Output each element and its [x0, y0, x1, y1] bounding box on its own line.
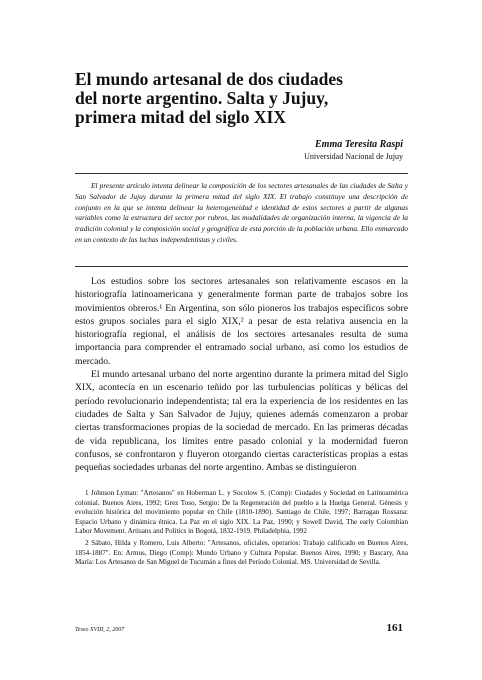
footnotes: [75, 489, 408, 570]
page-number: 161: [386, 622, 403, 634]
footnote-2: 2 Sábato, Hilda y Romero, Luis Alberto: "Artesanos, oficiales, operarios: Trabajo calificado en Buenos Aires, 1854-1887". En: Armus, Diego (Comp): Mundo Urbano y Cultura Popular. Buenos Aires, 1990; y Bascary, Ana María: Los Artesanos de San Miguel de Tucumán a fines del Período Colonial. MS. Universidad de Sevilla.: [75, 538, 408, 567]
journal-citation: Teseo XVIII, 2, 2007: [75, 627, 125, 633]
author-affiliation: Universidad Nacional de Jujuy: [304, 152, 403, 161]
footnote-1: 1 Johnson Lyman: "Artesanos" en Hoberman L. y Socolow S. (Comp): Ciudades y Sociedad en Latinoamérica colonial. Buenos Aires, 1992; Grez Toso, Sergio: De la Regeneración del pueblo a la Huelga General. Génesis y evolución histórica del movimiento popular en Chile (1810-1890). Santiago de Chile, 1997; Barragan Rossana: Espacio Urbano y dinámica étnica. La Paz en el siglo XIX. La Paz, 1990; y Sowell David, The early Colombian Labor Movement. Artisans and Politics in Bogotá, 1832-1919. Philadelphia, 1992: [75, 489, 408, 536]
body-paragraph-2: El mundo artesanal urbano del norte argentino durante la primera mitad del Siglo XIX, acontecía en un escenario teñido por las turbulencias políticas y bélicas del período revolucionario independentista; tal era la experiencia de los residentes en las ciudades de Salta y San Salvador de Jujuy, quienes además comenzaron a probar ciertas transformaciones propias de la sociedad de mercado. En las primeras décadas de vida republicana, los límites entre pasado colonial y la modernidad fueron confusos, se confrontaron y fluyeron otorgando ciertas características propias a estas pequeñas sociedades urbanas del norte argentino. Ambas se distinguieron: [75, 369, 408, 474]
abstract-bottom-rule: [75, 266, 408, 267]
title-line-1: El mundo artesanal de dos ciudades: [75, 69, 343, 89]
title-line-3: primera mitad del siglo XIX: [75, 107, 286, 127]
article-title: [75, 70, 415, 127]
abstract: El presente artículo intenta delinear la composición de los sectores artesanales de las ciudades de Salta y San Salvador de Jujuy durante la primera mitad del siglo XIX. El trabajo constituye una descripción de conjunto en la que se intenta delinear la heterogeneidad e identidad de estos sectores a partir de algunas variables como la estructura del sector por rubros, las modalidades de organización interna, la vigencia de la tradición colonial y la composición social y geográfica de esta porción de la población urbana. Ello enmarcado en un contexto de las luchas independentistas y civiles.: [75, 181, 408, 244]
body-paragraph-1: Los estudios sobre los sectores artesanales son relativamente escasos en la historiografía latinoamericana y generalmente forman parte de trabajos sobre los movimientos obreros.¹ En Argentina, son sólo pioneros los trabajos específicos sobre estos grupos sociales para el siglo XIX,² a pesar de esta relativa ausencia en la historiografía regional, el análisis de los sectores artesanales resulta de suma importancia para comprender el entramado social urbano, así como los estudios de mercado.: [75, 276, 408, 367]
author-name: Emma Teresita Raspi: [315, 139, 403, 150]
title-line-2: del norte argentino. Salta y Jujuy,: [75, 88, 329, 108]
body-text: [75, 275, 408, 474]
abstract-top-rule: [75, 173, 408, 174]
